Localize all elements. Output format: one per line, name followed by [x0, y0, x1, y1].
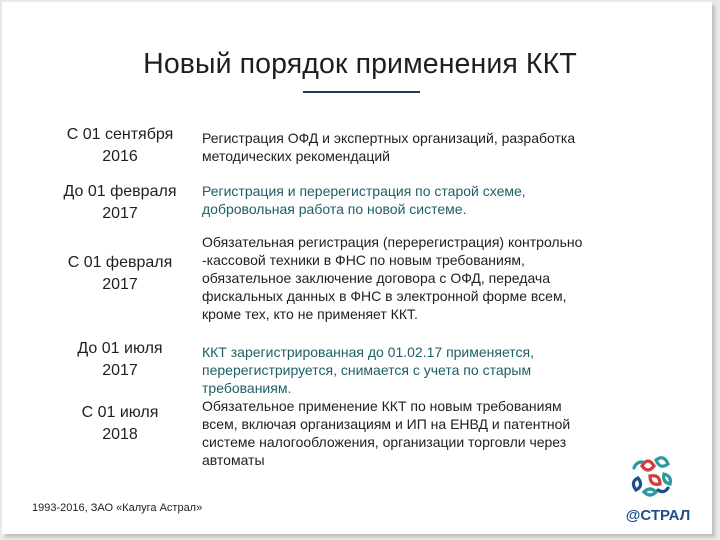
description-5	[202, 397, 642, 469]
description-1	[202, 129, 642, 165]
description-4	[202, 343, 642, 397]
date-2-line-1: До 01 февраля	[63, 183, 177, 200]
date-label-5	[40, 402, 200, 446]
description-4-line-2: перерегистрируется, снимается с учета по старым	[202, 362, 532, 378]
description-1-line-2: методических рекомендаций	[202, 148, 390, 164]
description-3-line-4: фискальных данных в ФНС в электронной форме всем,	[202, 288, 567, 304]
date-4-line-2: 2017	[102, 362, 138, 379]
description-4-line-1: ККТ зарегистрированная до 01.02.17 применяется,	[202, 344, 535, 360]
description-5-line-1: Обязательное применение ККТ по новым требованиям	[202, 398, 562, 414]
slide-title: Новый порядок применения ККТ	[143, 48, 577, 80]
date-5-line-1: С 01 июля	[81, 404, 159, 421]
description-2	[202, 182, 642, 218]
slide	[2, 2, 712, 534]
description-2-line-2: добровольная работа по новой системе.	[202, 201, 467, 217]
astral-logo	[618, 448, 698, 526]
date-label-2	[40, 181, 200, 225]
date-label-3	[40, 252, 200, 296]
date-3-line-2: 2017	[102, 276, 138, 293]
date-5-line-2: 2018	[102, 426, 138, 443]
description-4-line-3: требованиям.	[202, 380, 292, 396]
date-1-line-2: 2016	[102, 148, 138, 165]
description-5-line-4: автоматы	[202, 452, 265, 468]
astral-logo-ornament-icon	[618, 448, 698, 526]
title-underline	[303, 91, 420, 93]
date-1-line-1: С 01 сентября	[66, 126, 174, 143]
date-label-1	[40, 124, 200, 168]
astral-logo-text: @СТРАЛ	[625, 507, 691, 524]
description-5-line-2: всем, включая организациям и ИП на ЕНВД и патентной	[202, 416, 571, 432]
description-3-line-1: Обязательная регистрация (перерегистрация) контрольно	[202, 234, 583, 250]
footer-copyright: 1993-2016, ЗАО «Калуга Астрал»	[32, 502, 203, 514]
description-5-line-3: системе налогообложения, организации торговли через	[202, 434, 567, 450]
description-3-line-3: обязательное заключение договора с ОФД, передача	[202, 270, 551, 286]
description-1-line-1: Регистрация ОФД и экспертных организаций, разработка	[202, 130, 576, 146]
date-3-line-1: С 01 февраля	[67, 254, 173, 271]
description-3	[202, 233, 642, 323]
date-label-4	[40, 338, 200, 382]
description-3-line-2: -кассовой техники в ФНС по новым требованиям,	[202, 252, 525, 268]
description-3-line-5: кроме тех, кто не применяет ККТ.	[202, 306, 418, 322]
date-4-line-1: До 01 июля	[77, 340, 163, 357]
description-2-line-1: Регистрация и перерегистрация по старой схеме,	[202, 183, 526, 199]
date-2-line-2: 2017	[102, 205, 138, 222]
